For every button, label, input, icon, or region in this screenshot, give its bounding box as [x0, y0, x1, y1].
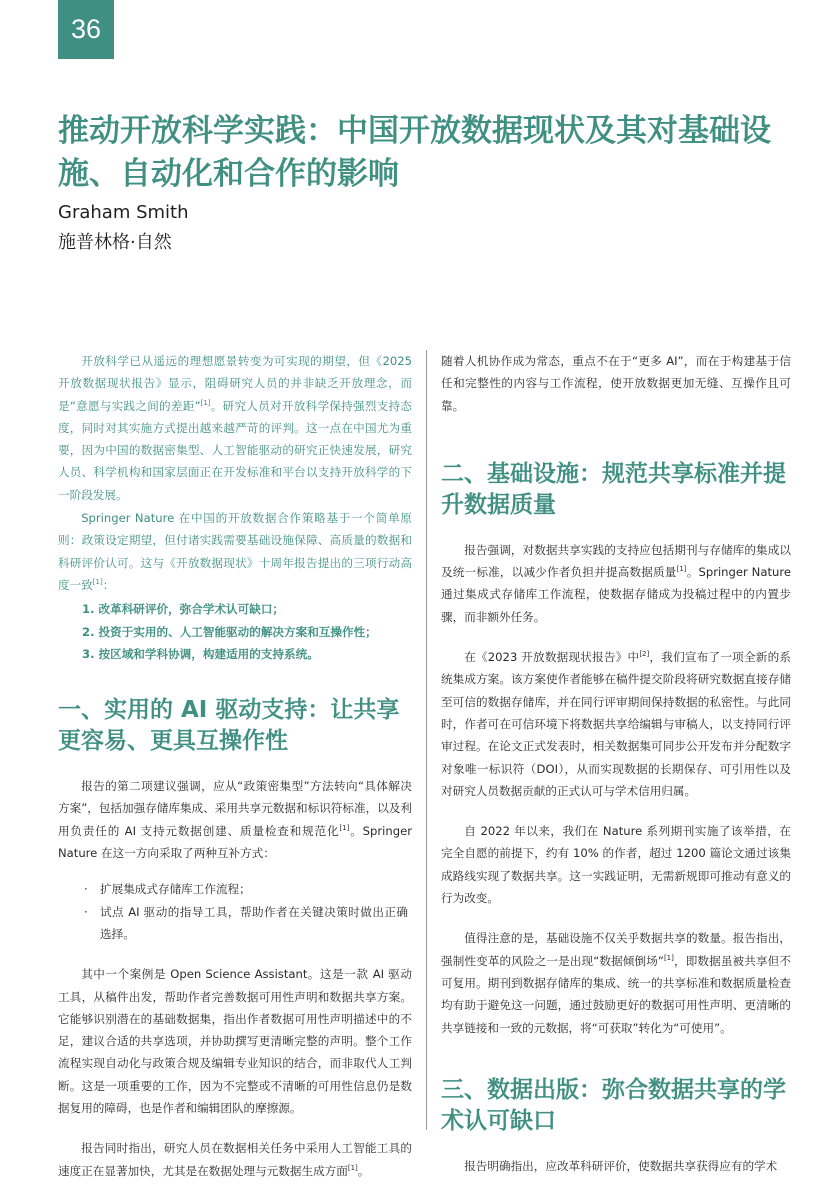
section-1-paragraph-2: 其中一个案例是 Open Science Assistant。这是一款 AI 驱动工具，从稿件出发，帮助作者完善数据可用性声明和数据共享方案。它能够识别潜在的基础数据集，指出作者数据可用性声明描述中的不足，建议合适的共享选项，并协助撰写更清晰完整的声明。整个工作流程实现自动化与政策合规及编辑专业知识的结合，而非取代人工判断。这是一项重要的工作，因为不完整或不清晰的可用性信息仍是数据复用的障碍，也是作者和编辑团队的摩擦源。: [58, 967, 412, 1116]
left-column: [58, 350, 412, 1182]
bullet-item: · 试点 AI 驱动的指导工具，帮助作者在关键决策时做出正确选择。: [58, 901, 412, 946]
intro-section: [58, 350, 412, 665]
section-3-paragraph-1: 报告明确指出，应改革科研评价，使数据共享获得应有的学术: [464, 1158, 778, 1173]
citation-ref[interactable]: [2]: [639, 650, 650, 659]
section-2-paragraph-3: 自 2022 年以来，我们在 Nature 系列期刊实施了该举措，在完全自愿的前提下，约有 10% 的作者，超过 1200 篇论文通过该集成路线实现了数据共享。这一实践证明，无需新规即可推动有意义的行为改变。: [441, 824, 791, 906]
intro-paragraph-2: Springer Nature 在中国的开放数据合作策略基于一个简单原则：政策设定期望，但付诸实践需要基础设施保障、高质量的数据和科研评价认可。这与《开放数据现状》十周年报告提出的三项行动高度一致[1]：: [58, 511, 412, 592]
author-organization: 施普林格·自然: [58, 232, 172, 253]
section-2-paragraph-1: 报告强调，对数据共享实践的支持应包括期刊与存储库的集成以及统一标准，以减少作者负担并提高数据质量[1]。Springer Nature 通过集成式存储库工作流程，使数据存储成为投稿过程中的内置步骤，而非额外任务。: [441, 542, 791, 624]
citation-ref[interactable]: [1]: [347, 1163, 358, 1172]
action-list: [58, 598, 412, 665]
action-item: 2. 投资于实用的、人工智能驱动的解决方案和互操作性；: [82, 624, 377, 639]
section-2-paragraph-2: 在《2023 开放数据现状报告》中[2]，我们宣布了一项全新的系统集成方案。该方案使作者能够在稿件提交阶段将研究数据直接存储至可信的数据存储库，并在同行评审期间保持数据的私密性。与此同时，作者可在可信环境下将数据共享给编辑与审稿人，以支持同行评审过程。在论文正式发表时，相关数据集可同步公开发布并分配数字对象唯一标识符（DOI），从而实现数据的长期保存、可引用性以及对研究人员数据贡献的正式认可与学术信用归属。: [441, 650, 791, 798]
page-title: 推动开放科学实践：中国开放数据现状及其对基础设施、自动化和合作的影响: [58, 113, 771, 192]
bullet-list: [58, 878, 412, 945]
bullet-marker: ·: [84, 882, 88, 897]
section-1-paragraph-3-continued: 随着人机协作成为常态，重点不在于“更多 AI”，而在于构建基于信任和完整性的内容与工作流程，使开放数据更加无缝、互操作且可靠。: [441, 354, 791, 413]
citation-ref[interactable]: [1]: [339, 823, 350, 832]
section-2-heading: 二、基础设施：规范共享标准并提升数据质量: [441, 460, 786, 518]
section-1-paragraph-3: 报告同时指出，研究人员在数据相关任务中采用人工智能工具的速度正在显著加快，尤其是在数据处理与元数据生成方面[1]。: [58, 1141, 412, 1178]
citation-ref[interactable]: [1]: [92, 578, 103, 587]
page-number-badge: 36: [58, 0, 114, 59]
section-1-paragraph-1: 报告的第二项建议强调，应从“政策密集型”方法转向“具体解决方案”，包括加强存储库集成、采用共享元数据和标识符标准，以及利用负责任的 AI 支持元数据创建、质量检查和规范化[1]。Springer Nature 在这一方向采取了两种互补方式：: [58, 779, 412, 861]
section-1-heading: 一、实用的 AI 驱动支持：让共享更容易、更具互操作性: [58, 697, 400, 755]
citation-ref[interactable]: [1]: [200, 398, 211, 407]
citation-ref[interactable]: [1]: [663, 953, 674, 962]
intro-paragraph-1: 开放科学已从遥远的理想愿景转变为可实现的期望，但《2025 开放数据现状报告》显示，阻碍研究人员的并非缺乏开放理念，而是“意愿与实践之间的差距”[1]。研究人员对开放科学保持强烈支持态度，同时对其实施方式提出越来越严苛的评判。这一点在中国尤为重要，因为中国的数据密集型、人工智能驱动的研究正快速发展，研究人员、科学机构和国家层面正在开发标准和平台以支持开放科学的下一阶段发展。: [58, 354, 412, 502]
bullet-marker: ·: [84, 904, 88, 919]
section-2-paragraph-4: 值得注意的是，基础设施不仅关乎数据共享的数量。报告指出，强制性变革的风险之一是出现“数据倾倒场”[1]，即数据虽被共享但不可复用。期刊到数据存储库的集成、统一的共享标准和数据质量检查均有助于避免这一问题，通过鼓励更好的数据可用性声明、更清晰的共享链接和一致的元数据，将“可获取”转化为“可使用”。: [441, 931, 791, 1035]
action-item: 3. 按区域和学科协调，构建适用的支持系统。: [82, 646, 319, 661]
right-column: [441, 350, 791, 1177]
section-3-heading: 三、数据出版：弥合数据共享的学术认可缺口: [441, 1076, 786, 1134]
citation-ref[interactable]: [1]: [676, 565, 687, 574]
action-item: 1. 改革科研评价，弥合学术认可缺口；: [82, 602, 285, 617]
author-name: Graham Smith: [58, 202, 189, 223]
column-divider: [426, 350, 427, 1130]
bullet-item: · 扩展集成式存储库工作流程；: [58, 878, 412, 900]
